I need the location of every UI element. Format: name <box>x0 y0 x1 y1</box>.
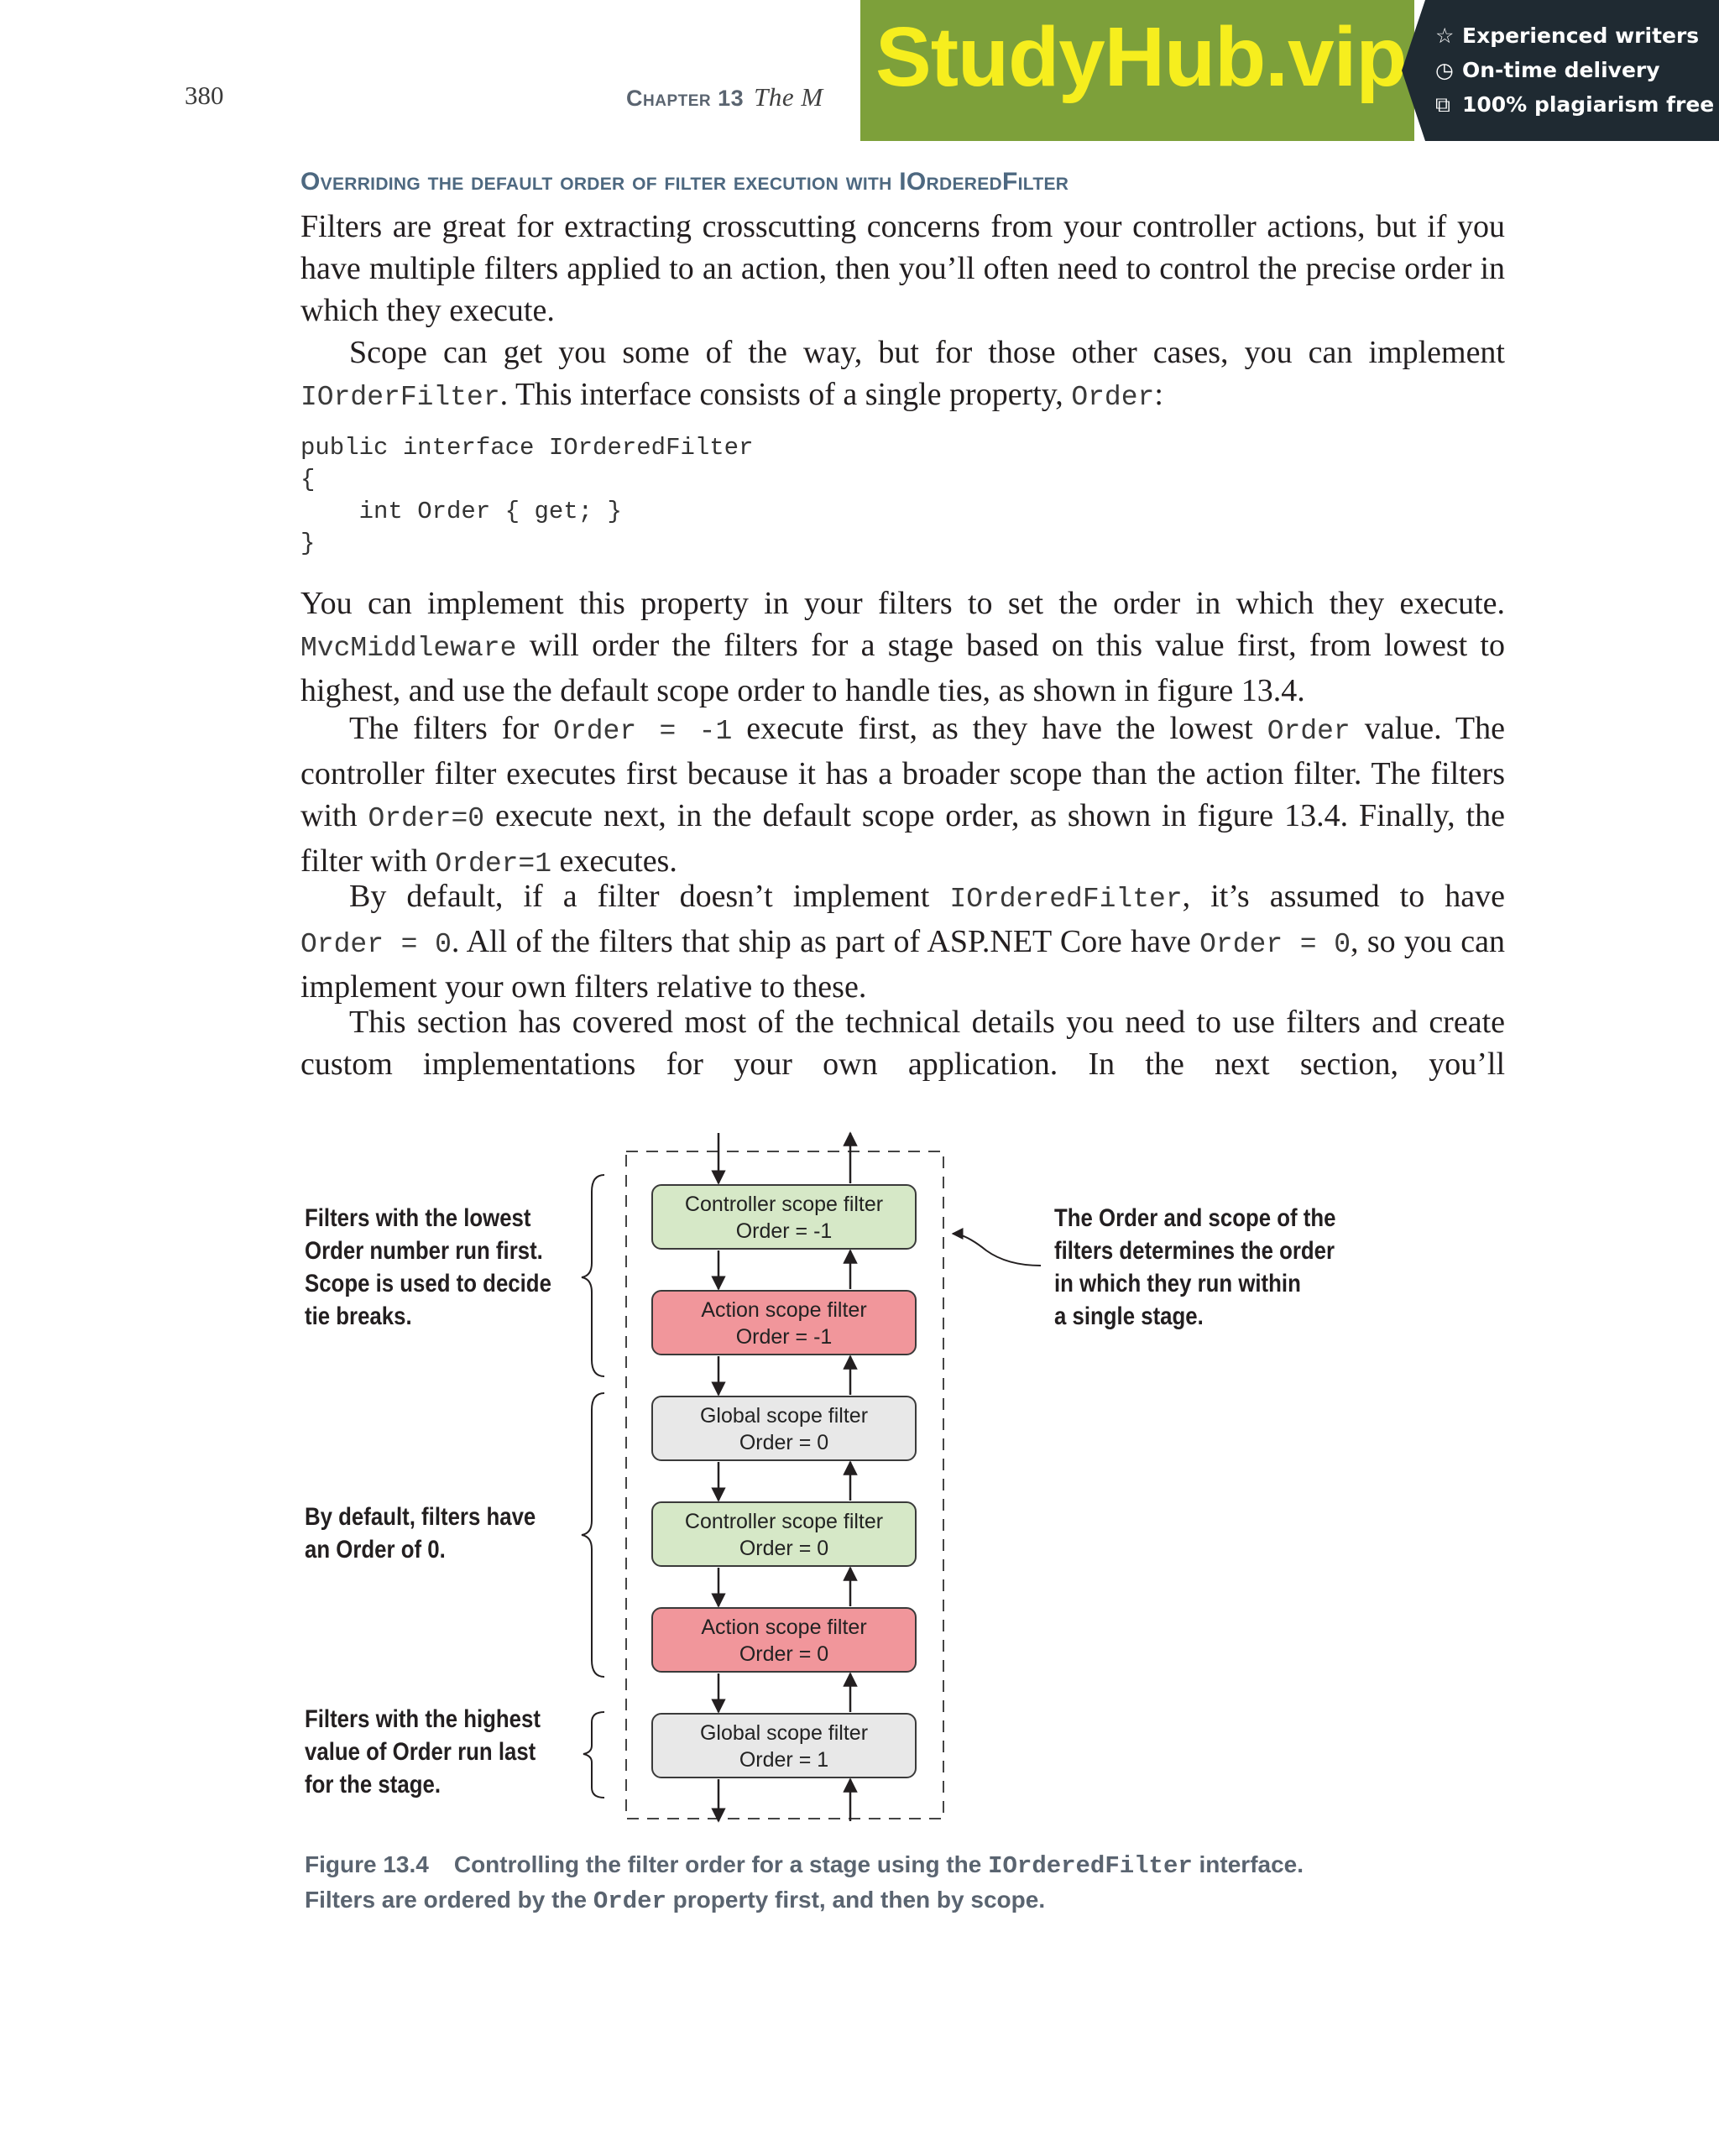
text-run: executes. <box>551 843 677 879</box>
note-line: value of Order run last <box>305 1738 536 1766</box>
text-run: , it’s assumed to have <box>1182 879 1505 914</box>
note-line: Order number run first. <box>305 1237 543 1265</box>
running-head <box>626 82 823 112</box>
note-line: Filters with the lowest <box>305 1204 531 1232</box>
note-line: tie breaks. <box>305 1302 412 1330</box>
banner-brand-panel <box>860 0 1414 141</box>
inline-code: IOrderedFilter <box>949 884 1183 915</box>
filter-scope-label: Global scope filter <box>699 1404 869 1428</box>
filter-order-label: Order = 0 <box>739 1537 829 1560</box>
inline-code: Order <box>1071 382 1155 413</box>
text-run: value. The controller filter executes first because it has a broader scope than the action filter. The filters with <box>300 711 1506 833</box>
copy-icon: ⧉ <box>1435 92 1450 117</box>
paragraph-3 <box>300 582 1505 712</box>
text-run: By default, if a filter doesn’t implement <box>349 879 950 914</box>
clock-icon: ◷ <box>1435 58 1454 82</box>
text-run: execute first, as they have the lowest <box>732 711 1267 746</box>
filter-box-controller-order-0 <box>651 1501 917 1567</box>
note-line: a single stage. <box>1054 1302 1204 1330</box>
feature-label: 100% plagiarism free <box>1462 92 1715 117</box>
figure-caption <box>305 1848 1304 1918</box>
note-line: for the stage. <box>305 1771 442 1798</box>
filter-box-global-order-1 <box>651 1713 917 1778</box>
text-run: Filters are ordered by the <box>305 1887 593 1913</box>
inline-code: MvcMiddleware <box>300 633 517 664</box>
filter-scope-label: Global scope filter <box>699 1721 869 1745</box>
filter-order-label: Order = -1 <box>735 1325 833 1349</box>
filter-scope-label: Controller scope filter <box>684 1193 884 1216</box>
inline-code: IOrderFilter <box>300 382 500 413</box>
text-run: You can implement this property in your filters to set the order in which they execute. <box>300 586 1505 621</box>
inline-code: Order = -1 <box>553 716 733 747</box>
note-line: The Order and scope of the <box>1054 1204 1336 1232</box>
inline-code: Order <box>1267 716 1351 747</box>
annotation-braces <box>582 1175 604 1798</box>
paragraph-1: Filters are great for extracting crosscutting concerns from your controller actions, but if you have multiple filters applied to an action, then you’ll often need to control the precise order in which they execute. <box>300 209 1505 328</box>
brand-logo-text[interactable]: StudyHub.vip <box>875 10 1407 104</box>
feature-label: On-time delivery <box>1462 58 1660 82</box>
note-line: an Order of 0. <box>305 1536 446 1563</box>
text-run: . All of the filters that ship as part of ASP.NET Core have <box>451 924 1200 959</box>
star-outline-icon: ☆ <box>1435 23 1455 48</box>
text-run: Controlling the filter order for a stage using the <box>453 1851 989 1877</box>
callout-arrow <box>953 1234 1041 1266</box>
page-number: 380 <box>185 81 224 110</box>
feature-plagiarism-free <box>1435 92 1714 117</box>
filter-order-label: Order = 0 <box>739 1431 829 1454</box>
paragraph-4 <box>300 707 1505 885</box>
feature-label: Experienced writers <box>1462 23 1700 48</box>
note-lowest-order <box>305 1202 551 1333</box>
text-run: . This interface consists of a single property, <box>499 377 1072 412</box>
filter-box-global-order-0 <box>651 1396 917 1461</box>
note-order-and-scope <box>1054 1202 1335 1333</box>
inline-code: Order = 0 <box>300 929 452 960</box>
filter-scope-label: Controller scope filter <box>684 1510 884 1533</box>
caption-line-1 <box>305 1848 1304 1883</box>
text-run: : <box>1154 377 1163 412</box>
paragraph-5 <box>300 875 1505 1008</box>
figure-number: Figure 13.4 <box>305 1851 429 1877</box>
inline-code: IOrderedFilter <box>988 1852 1193 1880</box>
text-run: property first, and then by scope. <box>666 1887 1046 1913</box>
note-line: Filters with the highest <box>305 1705 541 1733</box>
inline-code: Order=0 <box>368 803 485 834</box>
text-run: Scope can get you some of the way, but for those other cases, you can implement <box>349 335 1505 370</box>
note-line: in which they run within <box>1054 1270 1301 1297</box>
chapter-label: Chapter 13 <box>626 86 745 111</box>
text-run: execute next, in the default scope order, as shown in figure 13.4. Finally, the filter with <box>300 798 1505 879</box>
note-line: Scope is used to decide <box>305 1270 551 1297</box>
note-default-order <box>305 1501 536 1566</box>
filter-order-label: Order = 1 <box>739 1748 829 1772</box>
inline-code: Order = 0 <box>1199 929 1351 960</box>
filter-box-action-order-minus1 <box>651 1290 917 1355</box>
code-block: public interface IOrderedFilter { int Order { get; } } <box>300 434 754 557</box>
text-run: will order the filters for a stage based on this value first, from lowest to highest, and use the default scope order to handle ties, as shown in figure 13.4. <box>300 628 1505 708</box>
studyhub-banner[interactable] <box>860 0 1719 141</box>
filter-order-diagram <box>0 1116 1719 1838</box>
filter-order-label: Order = -1 <box>735 1219 833 1243</box>
text-run: The filters for <box>349 711 554 746</box>
filter-scope-label: Action scope filter <box>701 1298 867 1322</box>
note-highest-order <box>305 1703 541 1801</box>
chapter-title: The M <box>754 82 823 112</box>
filter-order-label: Order = 0 <box>739 1642 829 1666</box>
text-run: , so you can implement your own filters relative to these. <box>300 924 1505 1005</box>
filter-scope-label: Action scope filter <box>701 1616 867 1639</box>
note-line: By default, filters have <box>305 1503 536 1531</box>
note-line: filters determines the order <box>1054 1237 1335 1265</box>
paragraph-2 <box>300 331 1505 419</box>
feature-on-time-delivery <box>1435 58 1660 82</box>
filter-box-action-order-0 <box>651 1607 917 1673</box>
inline-code: Order <box>593 1887 666 1915</box>
section-heading: Overriding the default order of filter execution with IOrderedFilter <box>300 168 1069 196</box>
feature-experienced-writers <box>1435 23 1699 48</box>
caption-line-2 <box>305 1883 1304 1918</box>
filter-box-controller-order-minus1 <box>651 1184 917 1250</box>
paragraph-6: This section has covered most of the technical details you need to use filters and create custom implementations for your own application. In the next section, you’ll <box>300 1005 1505 1082</box>
text-run: interface. <box>1192 1851 1304 1877</box>
inline-code: Order=1 <box>435 848 552 880</box>
